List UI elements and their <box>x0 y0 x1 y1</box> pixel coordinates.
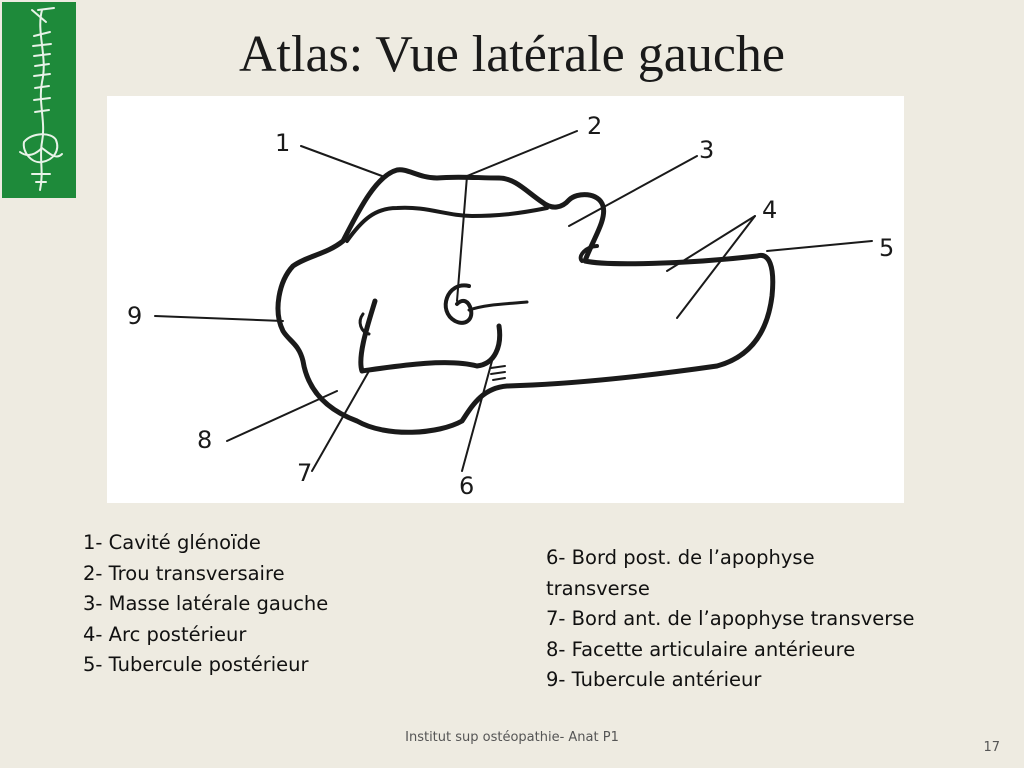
label-1: 1 <box>275 129 291 157</box>
label-7: 7 <box>297 459 313 487</box>
label-2: 2 <box>587 112 603 140</box>
legend-item-2: 2- Trou transversaire <box>83 561 285 585</box>
slide-footer: Institut sup ostéopathie- Anat P1 <box>405 730 619 745</box>
legend-item-8: 8- Facette articulaire antérieure <box>546 637 856 661</box>
page-number: 17 <box>983 740 1000 755</box>
label-3: 3 <box>699 136 715 164</box>
legend-item-9: 9- Tubercule antérieur <box>546 668 762 691</box>
slide-title: Atlas: Vue latérale gauche <box>239 26 785 83</box>
label-8: 8 <box>197 426 213 454</box>
legend-item-1: 1- Cavité glénoïde <box>83 531 261 554</box>
legend-left <box>83 528 403 681</box>
legend-right <box>546 543 966 696</box>
legend-item-5: 5- Tubercule postérieur <box>83 653 309 676</box>
label-9: 9 <box>127 302 143 330</box>
label-4: 4 <box>762 196 778 224</box>
atlas-lateral-drawing <box>107 96 904 503</box>
legend-item-3: 3- Masse latérale gauche <box>83 592 329 615</box>
legend-item-6-line2: transverse <box>546 576 650 600</box>
label-5: 5 <box>879 234 895 262</box>
legend-item-6-line1: 6- Bord post. de l’apophyse <box>546 546 815 569</box>
label-6: 6 <box>459 472 475 500</box>
legend-item-7: 7- Bord ant. de l’apophyse transverse <box>546 607 915 630</box>
legend-item-4: 4- Arc postérieur <box>83 622 247 646</box>
